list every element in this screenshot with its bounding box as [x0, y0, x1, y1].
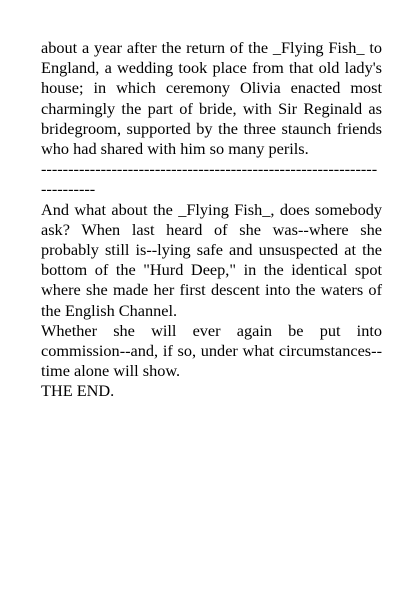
section-divider: ------------------------------------------------------------------------ — [41, 159, 378, 199]
closing-paragraph-commission: Whether she will ever again be put into commission--and, if so, under what circumstances--time alone will show. — [41, 320, 382, 381]
closing-paragraph-flying-fish: And what about the _Flying Fish_, does somebody ask? When last heard of she was--where she probably still is--lying safe and unsuspected at the bottom of the "Hurd Deep," in the identical spot where she made her first descent into the waters of the English Channel. — [41, 199, 382, 320]
document-page — [41, 38, 382, 402]
closing-paragraph-wedding: about a year after the return of the _Flying Fish_ to England, a wedding took place from that old lady's house; in which ceremony Olivia enacted most charmingly the part of bride, with Sir Reginald as bridegroom, supported by the three staunch friends who had shared with him so many perils. — [41, 38, 382, 159]
the-end-label: THE END. — [41, 381, 115, 401]
